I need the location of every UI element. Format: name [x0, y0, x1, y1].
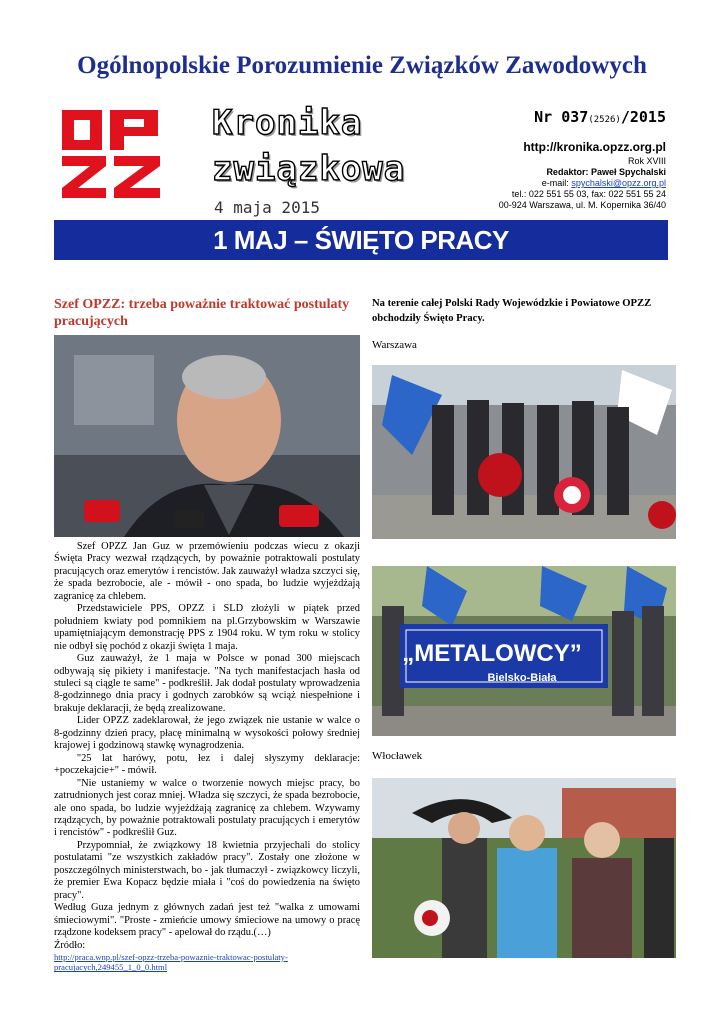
- newsletter-title: [212, 100, 405, 192]
- email-label: e-mail:: [541, 178, 572, 188]
- issue-prefix: Nr 037: [534, 108, 589, 126]
- article-body: [54, 541, 360, 973]
- article-headline: Szef OPZZ: trzeba poważnie traktować postulaty pracujących: [54, 297, 350, 329]
- banner-text: „METALOWCY”: [402, 640, 582, 667]
- phone: tel.: 022 551 55 03, fax: 022 551 55 24: [511, 189, 666, 199]
- article-paragraph: "25 lat harówy, potu, łez i dalej słyszymy deklaracje: +poczekajcie+" - mówił.: [54, 752, 360, 777]
- main-banner: 1 MAJ – ŚWIĘTO PRACY: [54, 220, 668, 260]
- source-label: Źródło:: [54, 939, 86, 951]
- article-paragraph: "Nie ustaniemy w walce o tworzenie nowych miejsc pracy, bo zatrudnionych jest coraz mniej. Władza się szczyci, że spada bezrobocie, ale ono spada, bo ludzie wyjeżdżają zagranicę za chlebem. Wzywamy rządzących, by poważnie potraktowali postulaty pracujących i emerytów i rencistów" - podkreślił Guz.: [54, 777, 360, 839]
- email-link[interactable]: spychalski@opzz.org.pl: [571, 178, 666, 188]
- banner-city: Bielsko-Biała: [487, 672, 557, 684]
- opzz-logo: [58, 106, 168, 202]
- masthead-contact: [499, 138, 666, 211]
- editor: Redaktor: Paweł Spychalski: [546, 167, 666, 177]
- issue-date: 4 maja 2015: [214, 198, 320, 217]
- photo-warszawa-crowd: [372, 365, 676, 539]
- caption-warszawa: Warszawa: [372, 339, 417, 351]
- article-paragraph: Według Guza jednym z głównych zadań jest też "walka z umowami śmieciowymi". "Proste - zmieńcie umowy śmieciowe na umowy o pracę rządzone kodeksem pracy" - apelował do rządu.(…): [54, 902, 360, 939]
- article-paragraph: Lider OPZZ zadeklarował, że jego związek nie ustanie w walce o 8-godzinny dzień pracy, płacę minimalną w wysokości połowy średniej krajowej i godzinową stawkę wynagrodzenia.: [54, 715, 360, 752]
- photo-jan-guz: [54, 335, 360, 537]
- issue-sub: (2526): [588, 115, 621, 125]
- photo-metalowcy-march: [372, 566, 676, 736]
- email-line: [499, 178, 666, 189]
- website-link[interactable]: http://kronika.opzz.org.pl: [523, 140, 666, 154]
- title-line-1: Kronika: [212, 103, 363, 143]
- right-column-headline: Na terenie całej Polski Rady Wojewódzkie i Powiatowe OPZZ obchodziły Święto Pracy.: [372, 298, 652, 324]
- issue-number: [534, 108, 666, 126]
- caption-wloclawek: Włocławek: [372, 750, 423, 762]
- year-roman: Rok XVIII: [627, 156, 666, 166]
- title-line-2: związkowa: [212, 149, 406, 189]
- address: 00-924 Warszawa, ul. M. Kopernika 36/40: [498, 200, 666, 210]
- article-paragraph: Przypomniał, że związkowy 18 kwietnia przyjechali do stolicy postulatami "ze wszystkich zakładów pracy". Zostały one złożone w poszczególnych ministerstwach, bo - jak tłumaczył - związkowcy liczyli, że premier Ewa Kopacz będzie miała i "coś do powiedzenia na święto pracy".: [54, 839, 360, 901]
- photo-wloclawek-group: [372, 778, 676, 958]
- article-paragraph: Szef OPZZ Jan Guz w przemówieniu podczas wiecu z okazji Święta Pracy wezwał rządzących, by poważnie potraktowali postulaty pracujących oraz emerytów i rencistów. Jak zauważył władza szczyci się, że spada bezrobocie, ale - mówił - ono spada, bo ludzie wyjeżdżają zagranicę za chlebem.: [54, 541, 360, 602]
- issue-year: /2015: [620, 108, 666, 126]
- article-paragraph: Przedstawiciele PPS, OPZZ i SLD złożyli w piątek przed południem kwiaty pod pomnikiem na pl.Grzybowskim w Warszawie upamiętniającym demonstrację PPS z 1904 roku. W tym roku w stolicy nie odbył się pochód z okazji święta 1 maja.: [54, 603, 360, 652]
- source-link[interactable]: http://praca.wnp.pl/szef-opzz-trzeba-powaznie-traktowac-postulaty-pracujacych,249455_1_0_0.html: [54, 951, 288, 973]
- organization-name: Ogólnopolskie Porozumienie Związków Zawodowych: [77, 52, 647, 79]
- article-paragraph: Guz zauważył, że 1 maja w Polsce w ponad 300 miejscach odbywają się pikiety i manifestacje. "Na tych manifestacjach hasła od stuleci są ciągle te same" - podkreślił. Jak dodał postulaty wprowadzenia 8-godzinnego dnia pracy i godnych zarobków są wciąż niespełnione i brakuje deklaracji, że będą zrealizowane.: [54, 653, 360, 714]
